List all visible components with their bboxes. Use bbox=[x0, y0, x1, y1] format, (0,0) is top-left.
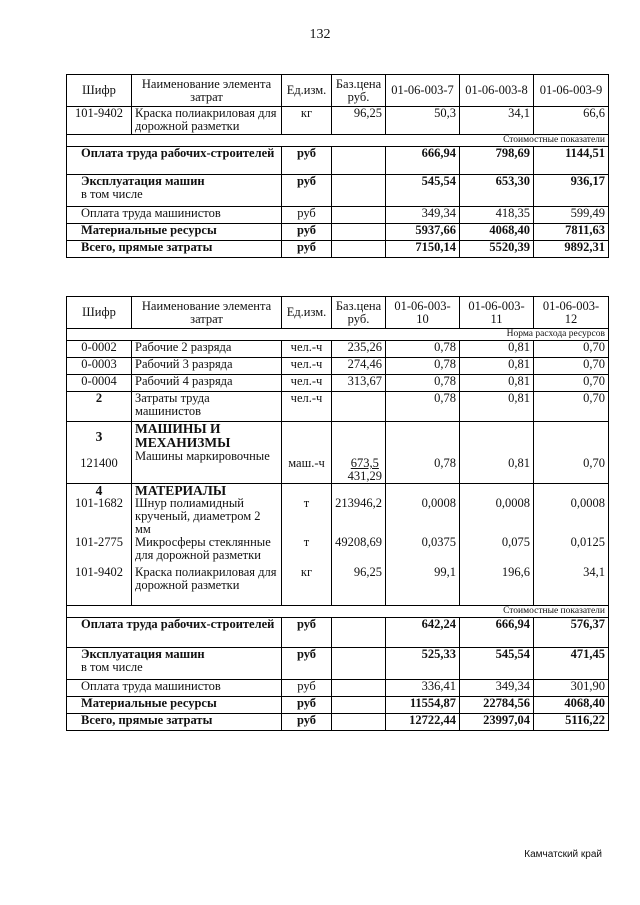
table-row bbox=[67, 341, 609, 358]
material-cipher: 101-9402 bbox=[75, 565, 123, 579]
cost-v2: 23997,04 bbox=[460, 714, 534, 731]
cell-base-price: 313,67 bbox=[332, 375, 386, 392]
cell-v1: 0,78 bbox=[386, 375, 460, 392]
table-row bbox=[67, 375, 609, 392]
cell-base-price bbox=[332, 422, 386, 484]
cell-cipher: 0-0002 bbox=[67, 341, 132, 358]
cell-base-price: 235,26 bbox=[332, 341, 386, 358]
cost-unit: руб bbox=[282, 648, 332, 680]
section-norm-label: Норма расхода ресурсов bbox=[67, 329, 609, 341]
cell-base-price bbox=[332, 484, 386, 606]
cell-name: Краска полиакриловая для дорожной разметки bbox=[132, 107, 282, 135]
header-unit: Ед.изм. bbox=[282, 297, 332, 329]
header-cipher: Шифр bbox=[67, 297, 132, 329]
page-number: 132 bbox=[309, 27, 331, 42]
cost-empty bbox=[332, 207, 386, 224]
cell-v2: 0,81 bbox=[460, 358, 534, 375]
material-unit: т bbox=[303, 535, 310, 549]
material-name: Шнур полиамидный крученый, диаметром 2 мм bbox=[135, 496, 261, 536]
cost-empty bbox=[332, 680, 386, 697]
cost-v3: 471,45 bbox=[534, 648, 609, 680]
cell-cipher: 101-9402 bbox=[67, 107, 132, 135]
material-v2: 0,075 bbox=[501, 535, 530, 549]
cell-unit: кг bbox=[282, 107, 332, 135]
cost-unit: руб bbox=[282, 680, 332, 697]
section-cost-label: Стоимостные показатели bbox=[67, 606, 609, 618]
header-col2: 01-06-003-11 bbox=[460, 297, 534, 329]
cell-v2: 0,81 bbox=[460, 392, 534, 422]
cost-v1: 5937,66 bbox=[386, 224, 460, 241]
cost-v3: 599,49 bbox=[534, 207, 609, 224]
cell-v1: 0,78 bbox=[386, 358, 460, 375]
cost-v1: 642,24 bbox=[386, 618, 460, 648]
cost-v1: 545,54 bbox=[386, 175, 460, 207]
material-v1: 0,0008 bbox=[421, 496, 456, 510]
cost-empty bbox=[332, 714, 386, 731]
header-col2: 01-06-003-8 bbox=[460, 75, 534, 107]
header-col3: 01-06-003-12 bbox=[534, 297, 609, 329]
cost-v3: 936,17 bbox=[534, 175, 609, 207]
cost-empty bbox=[332, 175, 386, 207]
cost-v3: 9892,31 bbox=[534, 241, 609, 258]
base-price-top: 673,5 bbox=[350, 456, 379, 470]
table-header-row bbox=[67, 297, 609, 329]
material-v3: 0,0125 bbox=[570, 535, 605, 549]
cell-unit: чел.-ч bbox=[282, 392, 332, 422]
material-v1: 0,0375 bbox=[421, 535, 456, 549]
cell-v3: 0,70 bbox=[534, 375, 609, 392]
cell-unit bbox=[282, 484, 332, 606]
header-col1: 01-06-003-10 bbox=[386, 297, 460, 329]
cost-empty bbox=[332, 618, 386, 648]
cell-cipher bbox=[67, 484, 132, 606]
cost-empty bbox=[332, 697, 386, 714]
cost-name: Всего, прямые затраты bbox=[67, 714, 282, 731]
material-base-price: 96,25 bbox=[353, 565, 382, 579]
cell-name: Рабочие 2 разряда bbox=[132, 341, 282, 358]
region-footer: Камчатский край bbox=[524, 849, 602, 860]
cost-v2: 666,94 bbox=[460, 618, 534, 648]
cost-unit: руб bbox=[282, 241, 332, 258]
cost-v2: 22784,56 bbox=[460, 697, 534, 714]
cost-v3: 301,90 bbox=[534, 680, 609, 697]
cost-v2: 418,35 bbox=[460, 207, 534, 224]
cell-v3 bbox=[534, 484, 609, 606]
section-row bbox=[67, 606, 609, 618]
cost-name: Оплата труда рабочих-строителей bbox=[67, 618, 282, 648]
cost-empty bbox=[332, 241, 386, 258]
cost-unit: руб bbox=[282, 207, 332, 224]
cell-v3: 0,70 bbox=[534, 341, 609, 358]
resource-table-1 bbox=[66, 74, 609, 258]
header-base-price: Баз.цена руб. bbox=[332, 297, 386, 329]
material-unit: кг bbox=[300, 565, 313, 579]
header-col1: 01-06-003-7 bbox=[386, 75, 460, 107]
cost-name-main: Эксплуатация машин bbox=[81, 647, 205, 661]
material-base-price: 213946,2 bbox=[335, 496, 382, 510]
table-row bbox=[67, 358, 609, 375]
cell-v2: 0,81 bbox=[460, 375, 534, 392]
table-row bbox=[67, 107, 609, 135]
material-name: Краска полиакриловая для дорожной разметки bbox=[135, 565, 277, 592]
table-row bbox=[67, 618, 609, 648]
cost-name-sub: в том числе bbox=[81, 187, 143, 201]
cost-name: Оплата труда машинистов bbox=[67, 207, 282, 224]
cost-v2: 653,30 bbox=[460, 175, 534, 207]
cost-v1: 349,34 bbox=[386, 207, 460, 224]
section-cost-label: Стоимостные показатели bbox=[67, 135, 609, 147]
material-v2: 196,6 bbox=[501, 565, 530, 579]
cell-base-price bbox=[332, 392, 386, 422]
table-row bbox=[67, 207, 609, 224]
cost-v1: 7150,14 bbox=[386, 241, 460, 258]
cell-cipher: 0-0004 bbox=[67, 375, 132, 392]
cell-v3: 0,70 bbox=[534, 422, 609, 484]
cell-v1: 50,3 bbox=[386, 107, 460, 135]
cost-v2: 5520,39 bbox=[460, 241, 534, 258]
cost-name: Материальные ресурсы bbox=[67, 224, 282, 241]
table-row bbox=[67, 175, 609, 207]
cell-unit: чел.-ч bbox=[282, 375, 332, 392]
cell-name: Рабочий 4 разряда bbox=[132, 375, 282, 392]
section-row bbox=[67, 329, 609, 341]
cost-v3: 576,37 bbox=[534, 618, 609, 648]
table-row bbox=[67, 648, 609, 680]
header-cipher: Шифр bbox=[67, 75, 132, 107]
cost-v2: 798,69 bbox=[460, 147, 534, 175]
machines-heading: МАШИНЫ И МЕХАНИЗМЫ bbox=[135, 421, 231, 450]
cell-name: Затраты труда машинистов bbox=[132, 392, 282, 422]
cell-v1: 0,78 bbox=[386, 392, 460, 422]
table-row bbox=[67, 697, 609, 714]
cell-v1: 0,78 bbox=[386, 422, 460, 484]
header-name: Наименование элемента затрат bbox=[132, 75, 282, 107]
cell-name bbox=[132, 422, 282, 484]
cost-name: Оплата труда машинистов bbox=[67, 680, 282, 697]
cell-name: Рабочий 3 разряда bbox=[132, 358, 282, 375]
cell-v2: 34,1 bbox=[460, 107, 534, 135]
cell-v2: 0,81 bbox=[460, 422, 534, 484]
table-row bbox=[67, 224, 609, 241]
cost-v2: 4068,40 bbox=[460, 224, 534, 241]
cost-name: Материальные ресурсы bbox=[67, 697, 282, 714]
cost-unit: руб bbox=[282, 697, 332, 714]
resource-table-2 bbox=[66, 296, 609, 731]
material-cipher: 101-2775 bbox=[75, 535, 123, 549]
machine-name: Машины маркировочные bbox=[135, 449, 270, 463]
header-col3: 01-06-003-9 bbox=[534, 75, 609, 107]
cell-v3: 0,70 bbox=[534, 358, 609, 375]
cost-unit: руб bbox=[282, 175, 332, 207]
cost-name-sub: в том числе bbox=[81, 660, 143, 674]
cost-v3: 4068,40 bbox=[534, 697, 609, 714]
cost-unit: руб bbox=[282, 714, 332, 731]
material-unit: т bbox=[303, 496, 310, 510]
material-v3: 0,0008 bbox=[570, 496, 605, 510]
table-row bbox=[67, 147, 609, 175]
cost-v2: 545,54 bbox=[460, 648, 534, 680]
cell-unit: маш.-ч bbox=[282, 422, 332, 484]
section-row bbox=[67, 135, 609, 147]
cell-cipher: 0-0003 bbox=[67, 358, 132, 375]
material-cipher: 101-1682 bbox=[75, 496, 123, 510]
machine-cipher: 121400 bbox=[80, 456, 118, 470]
cell-v3: 0,70 bbox=[534, 392, 609, 422]
machines-section-number: 3 bbox=[95, 429, 103, 444]
header-base-price: Баз.цена руб. bbox=[332, 75, 386, 107]
cost-empty bbox=[332, 224, 386, 241]
cost-v2: 349,34 bbox=[460, 680, 534, 697]
table-row bbox=[67, 484, 609, 606]
cell-unit: чел.-ч bbox=[282, 341, 332, 358]
cost-unit: руб bbox=[282, 224, 332, 241]
cell-name bbox=[132, 484, 282, 606]
cost-empty bbox=[332, 147, 386, 175]
header-unit: Ед.изм. bbox=[282, 75, 332, 107]
cost-name-main: Эксплуатация машин bbox=[81, 174, 205, 188]
cost-name bbox=[67, 175, 282, 207]
table-row bbox=[67, 422, 609, 484]
cost-v1: 11554,87 bbox=[386, 697, 460, 714]
material-name: Микросферы стеклянные для дорожной разметки bbox=[135, 535, 271, 562]
materials-section-number: 4 bbox=[95, 483, 103, 498]
table-row bbox=[67, 241, 609, 258]
material-v3: 34,1 bbox=[583, 565, 605, 579]
cell-v1 bbox=[386, 484, 460, 606]
cost-v1: 525,33 bbox=[386, 648, 460, 680]
cost-unit: руб bbox=[282, 147, 332, 175]
cell-cipher: 2 bbox=[67, 392, 132, 422]
cell-v1: 0,78 bbox=[386, 341, 460, 358]
table-row bbox=[67, 680, 609, 697]
table-row bbox=[67, 392, 609, 422]
cost-v3: 5116,22 bbox=[534, 714, 609, 731]
cost-v3: 1144,51 bbox=[534, 147, 609, 175]
cost-v1: 336,41 bbox=[386, 680, 460, 697]
material-v1: 99,1 bbox=[434, 565, 456, 579]
cell-base-price: 96,25 bbox=[332, 107, 386, 135]
cell-cipher bbox=[67, 422, 132, 484]
cost-v3: 7811,63 bbox=[534, 224, 609, 241]
cost-name: Всего, прямые затраты bbox=[67, 241, 282, 258]
cost-unit: руб bbox=[282, 618, 332, 648]
cost-v1: 666,94 bbox=[386, 147, 460, 175]
cell-v3: 66,6 bbox=[534, 107, 609, 135]
header-name: Наименование элемента затрат bbox=[132, 297, 282, 329]
cell-v2: 0,81 bbox=[460, 341, 534, 358]
material-base-price: 49208,69 bbox=[335, 535, 382, 549]
cost-name: Оплата труда рабочих-строителей bbox=[67, 147, 282, 175]
cost-name bbox=[67, 648, 282, 680]
cell-unit: чел.-ч bbox=[282, 358, 332, 375]
cost-empty bbox=[332, 648, 386, 680]
table-header-row bbox=[67, 75, 609, 107]
base-price-bottom: 431,29 bbox=[347, 469, 382, 483]
table-row bbox=[67, 714, 609, 731]
cost-v1: 12722,44 bbox=[386, 714, 460, 731]
materials-heading: МАТЕРИАЛЫ bbox=[135, 483, 227, 498]
cell-v2 bbox=[460, 484, 534, 606]
cell-base-price: 274,46 bbox=[332, 358, 386, 375]
material-v2: 0,0008 bbox=[495, 496, 530, 510]
